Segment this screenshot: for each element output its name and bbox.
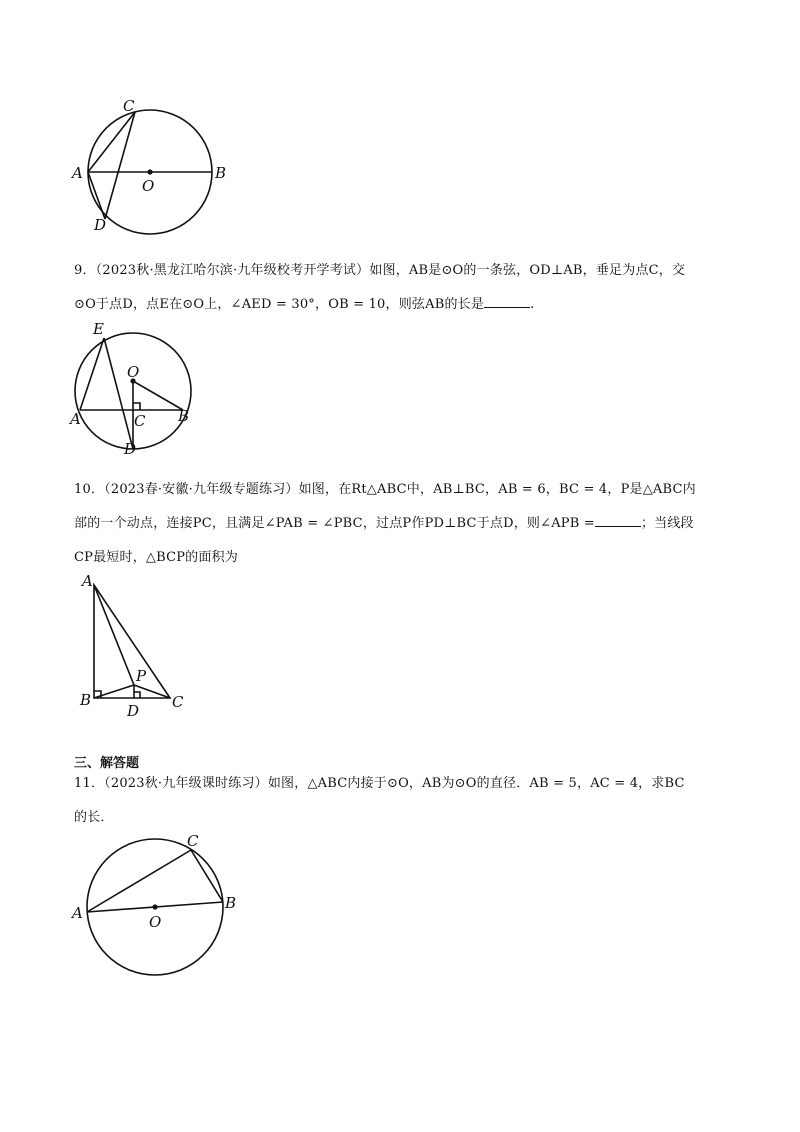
q10-line3: CP最短时，△BCP的面积为 xyxy=(74,550,238,565)
segment-ed xyxy=(104,338,133,449)
label-d: D xyxy=(124,440,137,458)
figure-q10-triangle xyxy=(74,570,204,720)
q10-answer-blank-1[interactable] xyxy=(595,512,641,527)
label-b: B xyxy=(178,407,190,425)
q9-line2-text: ⊙O于点D，点E在⊙O上，∠AED = 30°，OB = 10，则弦AB的长是 xyxy=(74,297,485,312)
label-a: A xyxy=(72,164,83,182)
label-d: D xyxy=(94,216,107,234)
label-e: E xyxy=(93,320,104,338)
label-p: P xyxy=(136,667,147,685)
label-b: B xyxy=(225,894,237,912)
segment-ea xyxy=(80,338,104,410)
q10-line1: 10．（2023春·安徽·九年级专题练习）如图，在Rt△ABC中，AB⊥BC，AB = 6，BC = 4，P是△ABC内 xyxy=(74,482,696,497)
right-angle-mark xyxy=(133,403,140,410)
label-c: C xyxy=(187,832,199,850)
chord-cb xyxy=(191,850,223,902)
center-point xyxy=(147,169,152,174)
center-point xyxy=(152,904,157,909)
question-10 xyxy=(74,473,734,575)
question-9 xyxy=(74,254,734,322)
label-a: A xyxy=(72,904,83,922)
figure-q8-circle xyxy=(60,90,250,250)
label-b: B xyxy=(215,164,227,182)
right-angle-mark-d xyxy=(134,692,140,698)
q11-line2: 的长． xyxy=(74,810,114,825)
q11-line1: 11．（2023秋·九年级课时练习）如图，△ABC内接于⊙O，AB为⊙O的直径．AB = 5，AC = 4，求BC xyxy=(74,776,685,791)
q10-line2-end: ；当线段 xyxy=(640,516,694,531)
section-heading: 三、解答题 xyxy=(74,756,140,771)
chord-cd xyxy=(105,112,135,219)
q9-line1: 9．（2023秋·黑龙江哈尔滨·九年级校考开学考试）如图，AB是⊙O的一条弦，OD⊥AB，垂足为点C，交 xyxy=(74,263,686,278)
label-o: O xyxy=(149,913,162,931)
q9-line2 xyxy=(74,288,734,322)
figure-q11-circle xyxy=(68,820,258,1000)
label-c: C xyxy=(123,97,135,115)
label-o: O xyxy=(127,363,140,381)
label-o: O xyxy=(142,177,155,195)
label-a: A xyxy=(70,410,81,428)
label-a: A xyxy=(82,572,93,590)
figure-q9-circle xyxy=(60,318,230,463)
q10-line2-text: 部的一个动点，连接PC，且满足∠PAB = ∠PBC，过点P作PD⊥BC于点D，则∠APB = xyxy=(74,516,595,531)
label-d: D xyxy=(127,702,140,720)
q9-line2-end: . xyxy=(530,297,535,312)
label-b: B xyxy=(80,691,92,709)
chord-ad xyxy=(88,172,105,219)
q10-line2 xyxy=(74,507,734,541)
label-c: C xyxy=(134,412,146,430)
label-c: C xyxy=(172,693,184,711)
q9-answer-blank[interactable] xyxy=(484,293,530,308)
chord-ac xyxy=(87,850,191,912)
